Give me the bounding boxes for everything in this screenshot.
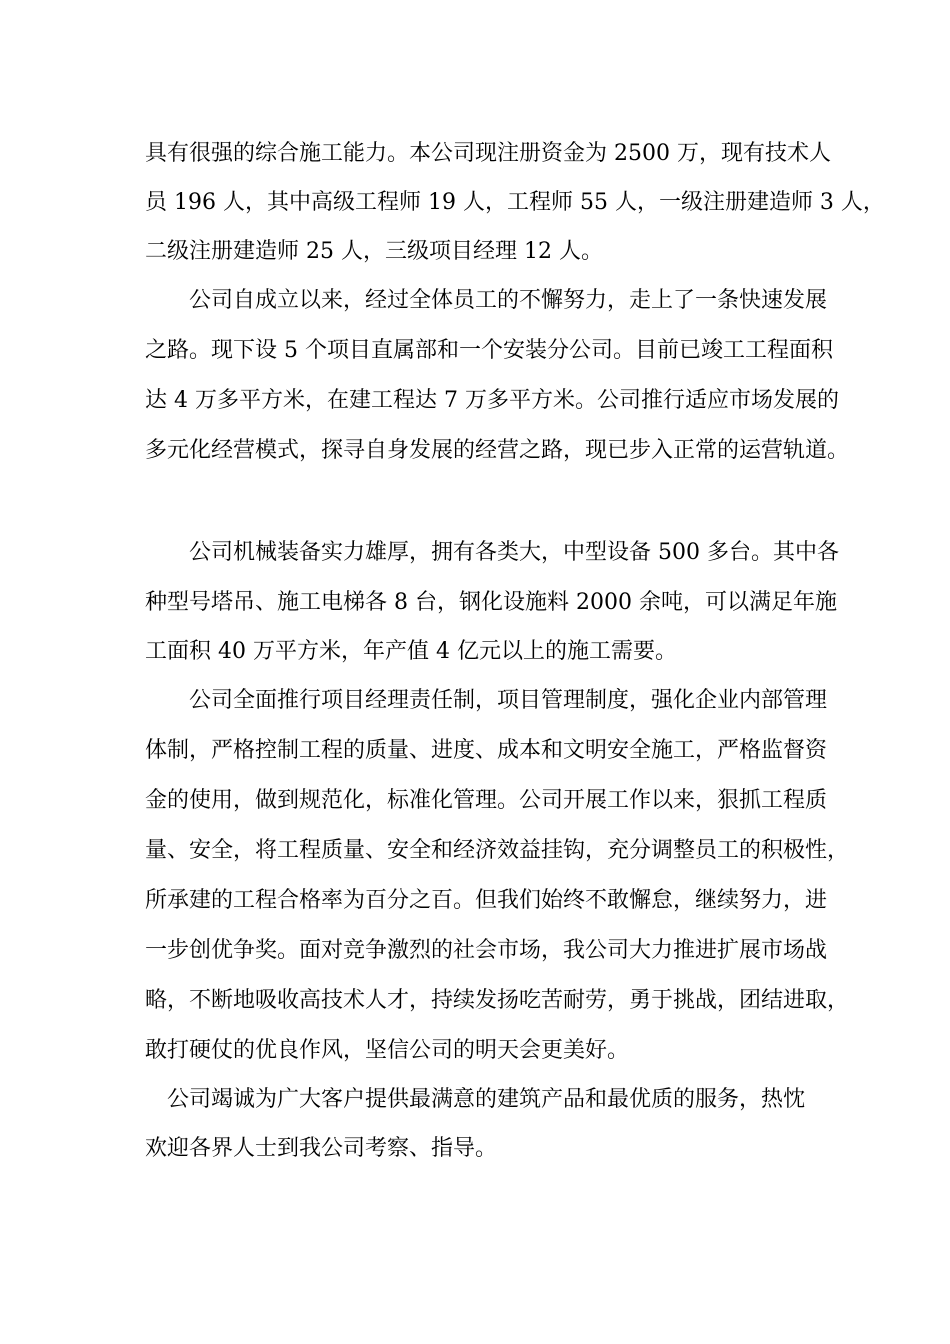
paragraph-4-line-4: 量、安全，将工程质量、安全和经济效益挂钩，充分调整员工的积极性， — [145, 838, 850, 863]
paragraph-1-line-1: 具有很强的综合施工能力。本公司现注册资金为 2500 万，现有技术人 — [145, 141, 831, 166]
paragraph-2-line-1: 公司自成立以来，经过全体员工的不懈努力，走上了一条快速发展 — [189, 288, 828, 313]
paragraph-1-line-2: 员 196 人，其中高级工程师 19 人，工程师 55 人，一级注册建造师 3 人， — [145, 190, 885, 215]
paragraph-4-line-7: 略，不断地吸收高技术人才，持续发扬吃苦耐劳，勇于挑战，团结进取， — [145, 988, 850, 1013]
paragraph-2-line-2: 之路。现下设 5 个项目直属部和一个安装分公司。目前已竣工工程面积 — [145, 338, 833, 363]
paragraph-3-line-3: 工面积 40 万平方米，年产值 4 亿元以上的施工需要。 — [145, 639, 677, 664]
paragraph-2-line-3: 达 4 万多平方米，在建工程达 7 万多平方米。公司推行适应市场发展的 — [145, 388, 839, 413]
paragraph-2-line-4: 多元化经营模式，探寻自身发展的经营之路，现已步入正常的运营轨道。 — [145, 438, 850, 463]
paragraph-3-line-2: 种型号塔吊、施工电梯各 8 台，钢化设施料 2000 余吨，可以满足年施 — [145, 590, 837, 615]
paragraph-4-line-2: 体制，严格控制工程的质量、进度、成本和文明安全施工，严格监督资 — [145, 738, 828, 763]
paragraph-3-line-1: 公司机械装备实力雄厚，拥有各类大，中型设备 500 多台。其中各 — [189, 540, 839, 565]
paragraph-4-line-8: 敢打硬仗的优良作风，坚信公司的明天会更美好。 — [145, 1038, 630, 1063]
paragraph-4-line-5: 所承建的工程合格率为百分之百。但我们始终不敢懈怠，继续努力，进 — [145, 888, 828, 913]
paragraph-5-line-2: 欢迎各界人士到我公司考察、指导。 — [145, 1136, 498, 1161]
paragraph-5-line-1: 公司竭诚为广大客户提供最满意的建筑产品和最优质的服务，热忱 — [167, 1087, 806, 1112]
paragraph-1-line-3: 二级注册建造师 25 人，三级项目经理 12 人。 — [145, 239, 603, 264]
paragraph-4-line-3: 金的使用，做到规范化，标准化管理。公司开展工作以来，狠抓工程质 — [145, 788, 828, 813]
paragraph-4-line-6: 一步创优争奖。面对竞争激烈的社会市场，我公司大力推进扩展市场战 — [145, 938, 828, 963]
paragraph-4-line-1: 公司全面推行项目经理责任制，项目管理制度，强化企业内部管理 — [189, 688, 828, 713]
